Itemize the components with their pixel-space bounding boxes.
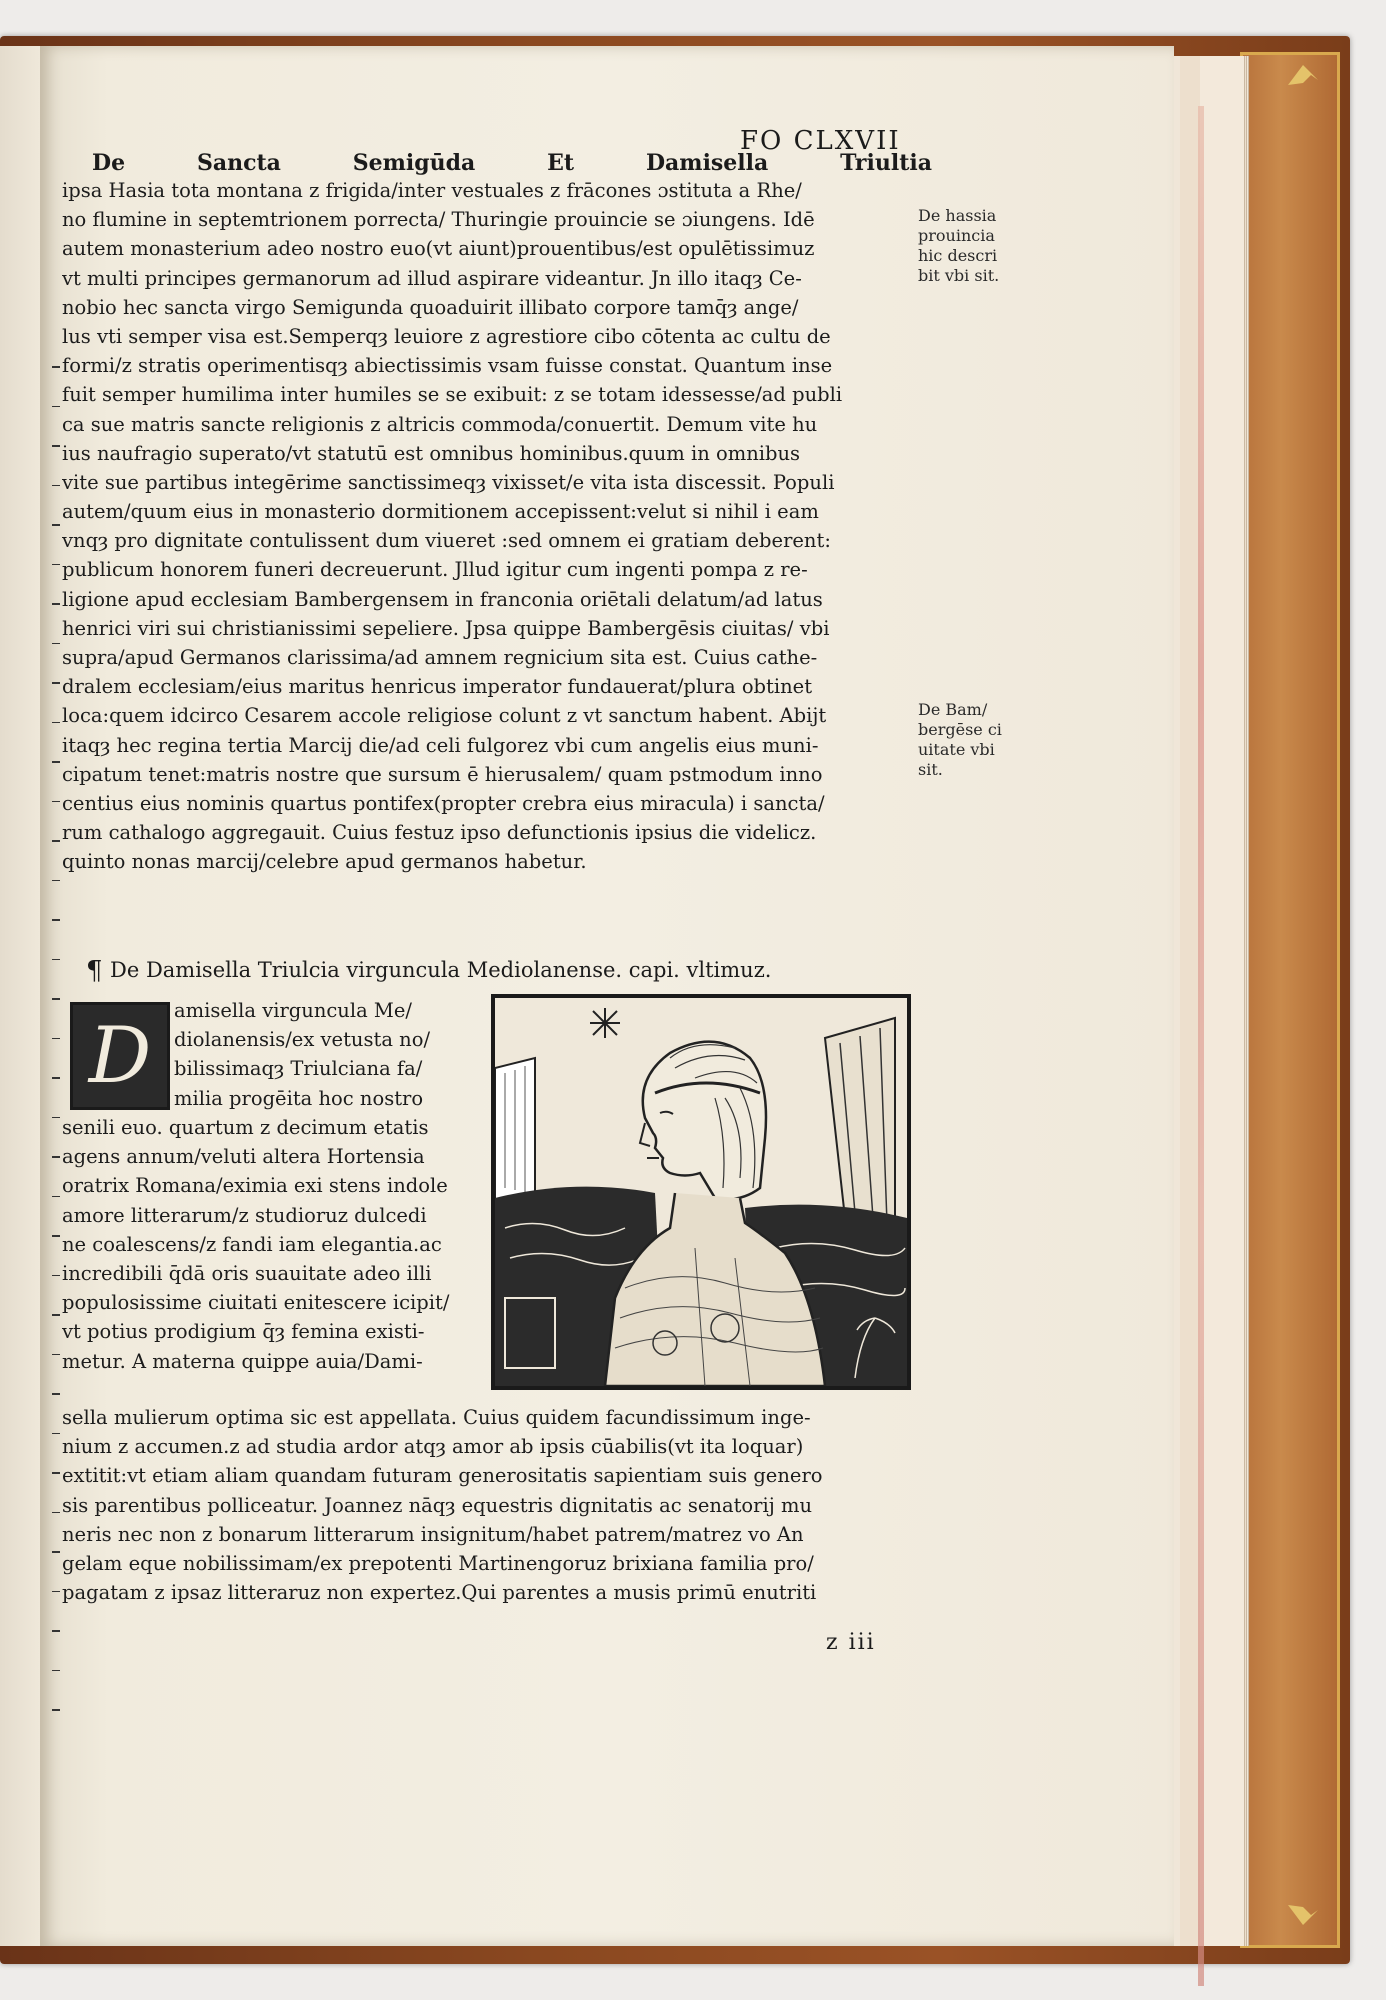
text-line: autem monasterium adeo nostro euo(vt aiunt)prouentibus/est opulētissimuz: [62, 237, 815, 261]
margin-note-line: sit.: [918, 760, 943, 779]
margin-note-line: uitate vbi: [918, 740, 995, 759]
running-title-word: Et: [547, 150, 575, 176]
text-line: autem/quum eius in monasterio dormitionem accepissent:velut si nihil i eam: [62, 500, 819, 524]
text-line: amore litterarum/z studioruz dulcedi: [62, 1203, 427, 1227]
text-line: ius naufragio superato/vt statutū est omnibus hominibus.quum in omnibus: [62, 441, 801, 465]
text-line: sella mulierum optima sic est appellata. Cuius quidem facundissimum inge-: [62, 1406, 811, 1429]
text-line: ca sue matris sancte religionis z altricis commoda/conuertit. Demum vite hu: [62, 412, 818, 436]
left-page-edge: [0, 46, 41, 1946]
text-line: fuit semper humilima inter humiles se se exibuit: z se totam idessesse/ad publi: [62, 383, 843, 407]
running-title-word: De: [92, 150, 126, 176]
initial-letter: D: [88, 1011, 152, 1101]
text-line: no flumine in septemtrionem porrecta/ Thuringie prouincie se ɔiungens. Idē: [62, 208, 815, 232]
initial-column-text: [174, 996, 494, 1113]
chapter-heading: De Damisella Triulcia virguncula Mediolanense. capi. vltimuz.: [110, 958, 772, 982]
text-line: ligione apud ecclesiam Bambergensem in franconia oriētali delatum/ad latus: [62, 587, 823, 611]
text-line: extitit:vt etiam aliam quandam futuram generositatis sapientiam suis genero: [62, 1464, 823, 1488]
text-line: oratrix Romana/eximia exi stens indole: [62, 1174, 448, 1198]
text-line: itaqȝ hec regina tertia Marcij die/ad celi fulgorez vbi cum angelis eius muni-: [62, 733, 819, 757]
text-line: cipatum tenet:matris nostre que sursum ē hierusalem/ quam pstmodum inno: [62, 762, 823, 786]
text-line: nobio hec sancta virgo Semigunda quoaduirit illibato corpore tamq̄ȝ ange/: [62, 295, 799, 319]
margin-note-bamberg: [918, 700, 1018, 780]
text-line: milia progēita hoc nostro: [174, 1086, 424, 1110]
text-line: loca:quem idcirco Cesarem accole religiose colunt z vt sanctum habent. Abijt: [62, 704, 827, 728]
text-line: neris nec non z bonarum litterarum insignitum/habet patrem/matrez vo An: [62, 1522, 804, 1546]
margin-note-line: bergēse ci: [918, 720, 1002, 739]
text-line: ne coalescens/z fandi iam elegantia.ac: [62, 1232, 442, 1256]
text-line: henrici viri sui christianissimi sepeliere. Jpsa quippe Bambergēsis ciuitas/ vbi: [62, 616, 830, 640]
page-block-edge: [1200, 56, 1245, 1946]
text-line: bilissimaqȝ Triulciana fa/: [174, 1057, 423, 1081]
text-line: dralem ecclesiam/eius maritus henricus imperator fundauerat/plura obtinet: [62, 675, 813, 699]
margin-note-line: De Bam/: [918, 700, 988, 719]
margin-note-line: De hassia: [918, 206, 997, 225]
running-title-word: Semigūda: [352, 150, 476, 176]
running-title-word: Triultia: [840, 150, 932, 176]
text-line: sis parentibus polliceatur. Joannez nāqȝ equestris dignitatis ac senatorij mu: [62, 1493, 813, 1517]
running-title-word: Sancta: [196, 150, 281, 176]
margin-note-line: bit vbi sit.: [918, 266, 1000, 285]
red-edge-stain: [1198, 106, 1204, 1986]
text-line: diolanensis/ex vetusta no/: [174, 1028, 431, 1052]
text-line: quinto nonas marcij/celebre apud germanos habetur.: [62, 850, 587, 874]
margin-note-line: hic descri: [918, 246, 998, 265]
text-line: populosissime ciuitati enitescere icipit/: [62, 1291, 450, 1315]
text-line: lus vti semper visa est.Semperqȝ leuiore z agrestiore cibo cōtenta ac cultu de: [62, 324, 831, 348]
margin-note-line: prouincia: [918, 226, 995, 245]
inner-cover-board: [1240, 52, 1340, 1948]
text-line: publicum honorem funeri decreuerunt. Jllud igitur cum ingenti pompa z re-: [62, 558, 808, 582]
text-line: vt multi principes germanorum ad illud aspirare videantur. Jn illo itaqȝ Ce-: [62, 266, 802, 290]
text-line: senili euo. quartum z decimum etatis: [62, 1116, 429, 1139]
text-line: ipsa Hasia tota montana z frigida/inter vestuales z frācones ɔstituta a Rhe/: [62, 179, 802, 202]
gold-tooling-bottom-icon: [1283, 1895, 1323, 1935]
margin-note-hassia: [918, 206, 1018, 286]
text-line: formi/z stratis operimentisqȝ abiectissimis vsam fuisse constat. Quantum inse: [62, 354, 833, 378]
text-line: vite sue partibus integērime sanctissimeqȝ vixisset/e vita ista discessit. Populi: [62, 470, 835, 494]
text-line: nium z accumen.z ad studia ardor atqȝ amor ab ipsis cūabilis(vt ita loquar): [62, 1435, 804, 1459]
text-line: supra/apud Germanos clarissima/ad amnem regnicium sita est. Cuius cathe-: [62, 646, 818, 669]
decorated-initial: [70, 1002, 170, 1110]
text-line: amisella virguncula Me/: [174, 999, 412, 1022]
text-line: centius eius nominis quartus pontifex(propter crebra eius miracula) i sancta/: [62, 791, 825, 815]
paragraph-mark-icon: ¶: [86, 956, 103, 986]
text-line: agens annum/veluti altera Hortensia: [62, 1145, 425, 1169]
woodcut-portrait-icon: [495, 998, 907, 1386]
folio-number: FO CLXVII: [740, 126, 901, 156]
text-line: metur. A materna quippe auia/Dami-: [62, 1349, 423, 1373]
text-line: vnqȝ pro dignitate contulissent dum viueret :sed omnem ei gratiam deberent:: [62, 529, 831, 553]
running-title: [92, 150, 932, 176]
text-line: pagatam z ipsaz litteraruz non expertez.Qui parentes a musis primū enutriti: [62, 1581, 817, 1605]
main-text-block: [62, 176, 912, 877]
running-title-word: Damisella: [645, 150, 769, 176]
text-line: vt potius prodigium q̄ȝ femina existi-: [62, 1320, 425, 1344]
column-text: [62, 1113, 502, 1376]
signature-mark: z iii: [826, 1630, 876, 1655]
text-line: gelam eque nobilissimam/ex prepotenti Martinengoruz brixiana familia pro/: [62, 1551, 814, 1575]
woodcut-portrait: [491, 994, 911, 1390]
gold-tooling-top-icon: [1283, 55, 1323, 95]
text-line: rum cathalogo aggregauit. Cuius festuz ipso defunctionis ipsius die videlicz.: [62, 821, 817, 845]
bottom-text-block: [62, 1403, 922, 1607]
text-line: incredibili q̄dā oris suauitate adeo illi: [62, 1261, 432, 1285]
